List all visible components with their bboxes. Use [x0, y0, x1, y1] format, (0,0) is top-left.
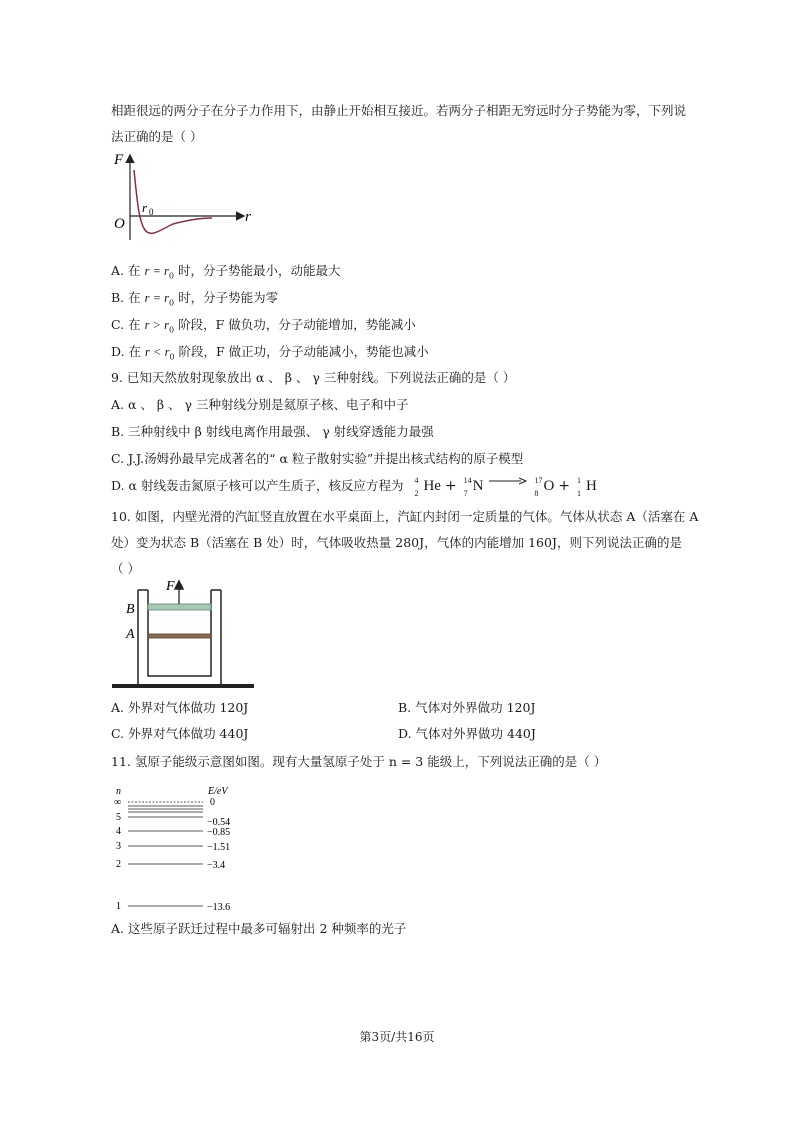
n-label-5: 5: [116, 812, 121, 823]
nuclear-equation: 4 2 He + 14 7 N 17 8 O + 1 1 H: [421, 478, 596, 493]
n-label-3: 3: [116, 841, 121, 852]
axis-x-label: r: [245, 209, 251, 225]
n-header: n: [116, 786, 121, 797]
r0-sub: 0: [149, 207, 154, 217]
e-label-5: −0.54: [207, 817, 231, 828]
q11-stem: 11. 氢原子能级示意图如图。现有大量氢原子处于 n = 3 能级上，下列说法正确的是（ ）: [111, 754, 607, 769]
q9-option-d[interactable]: D. α 射线轰击氮原子核可以产生质子，核反应方程为 4 2 He + 14 7 N 17 8 O + 1 1 H: [111, 477, 597, 495]
q8-option-a[interactable]: A. 在 $r = r_0$ 时，分子势能最小，动能最大: [111, 263, 341, 281]
e-header: E/eV: [208, 786, 228, 797]
r0-label: r: [142, 200, 148, 215]
reaction-arrow: [487, 473, 527, 491]
q10-cylinder-figure: [108, 572, 258, 694]
origin-label: O: [114, 216, 125, 232]
label-b: B: [126, 602, 135, 617]
label-a: A: [126, 627, 135, 642]
e-label-3: −1.51: [207, 842, 231, 853]
e-label-1: −13.6: [207, 902, 231, 913]
q11-option-a[interactable]: A. 这些原子跃迁过程中最多可辐射出 2 种频率的光子: [111, 921, 407, 936]
piston-b: [148, 604, 211, 610]
q10-stem-line3: （ ）: [111, 561, 140, 576]
q8-option-c[interactable]: C. 在 $r > r_0$ 阶段，F 做负功，分子动能增加，势能减小: [111, 317, 416, 335]
q9-stem: 9. 已知天然放射现象放出 α 、 β 、 γ 三种射线。下列说法正确的是（ ）: [111, 370, 516, 385]
n-label-inf: ∞: [114, 797, 122, 808]
q10-option-b[interactable]: B. 气体对外界做功 120J: [398, 700, 536, 715]
e-label-inf: 0: [210, 797, 215, 808]
e-label-2: −3.4: [207, 860, 226, 871]
q9-option-b[interactable]: B. 三种射线中 β 射线电离作用最强、 γ 射线穿透能力最强: [111, 424, 434, 439]
q10-stem-line2: 处）变为状态 B（活塞在 B 处）时，气体吸收热量 280J，气体的内能增加 160J，则下列说法正确的是: [111, 535, 682, 550]
q9-option-c[interactable]: C. J.J.汤姆孙最早完成著名的“ α 粒子散射实验”并提出核式结构的原子模型: [111, 451, 524, 466]
n-label-4: 4: [116, 826, 121, 837]
q8-stem-line2: 法正确的是（ ）: [111, 129, 203, 144]
n-label-1: 1: [116, 901, 121, 912]
piston-a: [148, 634, 211, 638]
n-label-2: 2: [116, 859, 121, 870]
q9-option-a[interactable]: A. α 、 β 、 γ 三种射线分别是氦原子核、电子和中子: [111, 397, 409, 412]
page-footer: 第3页/共16页: [359, 1030, 435, 1044]
q11-energy-level-diagram: [108, 782, 258, 920]
q8-option-b[interactable]: B. 在 $r = r_0$ 时，分子势能为零: [111, 290, 279, 308]
q8-force-graph: [108, 150, 258, 250]
table-surface: [112, 684, 254, 688]
q8-stem-line1: 相距很远的两分子在分子力作用下，由静止开始相互接近。若两分子相距无穷远时分子势能为零，下列说: [111, 103, 687, 118]
force-label: F: [166, 579, 175, 594]
q10-stem-line1: 10. 如图，内壁光滑的汽缸竖直放置在水平桌面上，汽缸内封闭一定质量的气体。气体从状态 A（活塞在 A: [111, 509, 699, 524]
q8-option-d[interactable]: D. 在 $r < r_0$ 阶段，F 做正功，分子动能减小，势能也减小: [111, 344, 429, 362]
q10-option-c[interactable]: C. 外界对气体做功 440J: [111, 726, 249, 741]
q10-option-a[interactable]: A. 外界对气体做功 120J: [111, 700, 249, 715]
q10-option-d[interactable]: D. 气体对外界做功 440J: [398, 726, 536, 741]
e-label-4: −0.85: [207, 827, 231, 838]
axis-y-label: F: [114, 152, 124, 168]
